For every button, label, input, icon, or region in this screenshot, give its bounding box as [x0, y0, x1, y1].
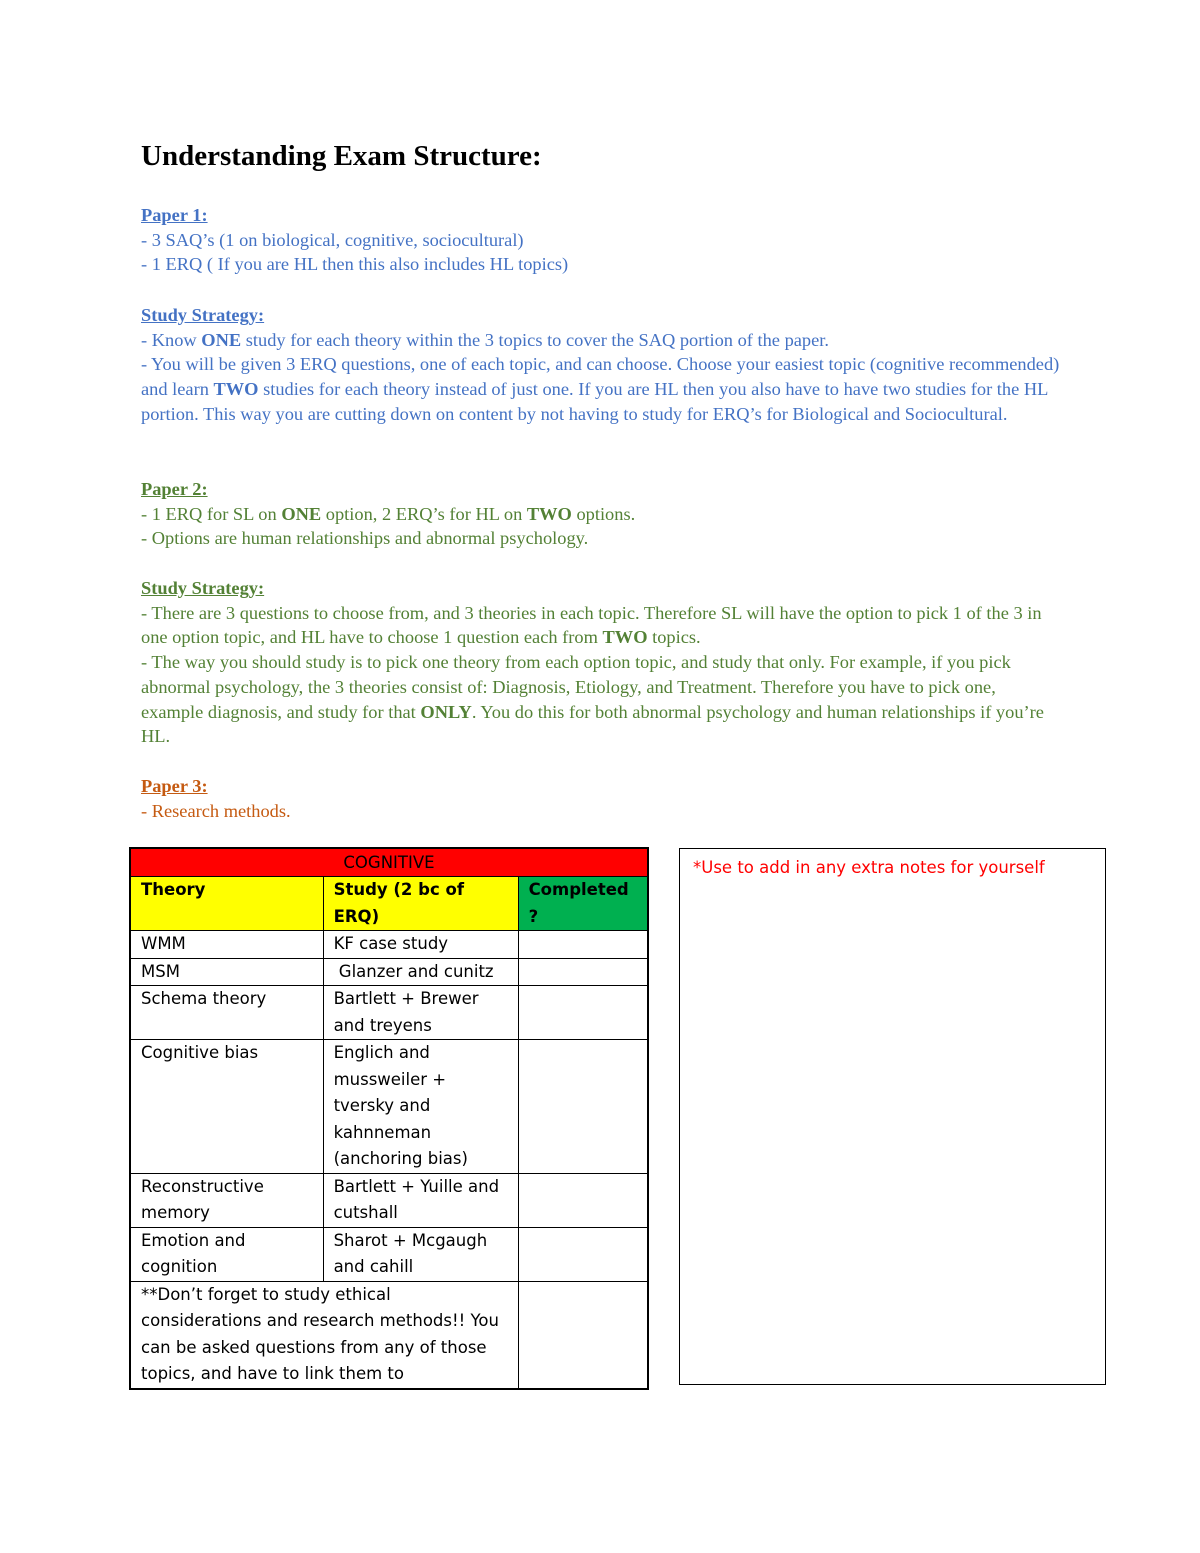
study-cell: Englich and mussweiler + tversky and kahnneman (anchoring bias) — [323, 1040, 518, 1174]
table-row — [130, 1040, 648, 1174]
table-row — [130, 1173, 648, 1227]
table-footnote: **Don’t forget to study ethical considerations and research methods!! You can be asked questions from any of those topics, and have to link them to — [130, 1281, 518, 1389]
page-title: Understanding Exam Structure: — [141, 140, 542, 172]
theory-cell: MSM — [130, 958, 323, 986]
table-footnote-row — [130, 1281, 648, 1389]
theory-cell: Reconstructive memory — [130, 1173, 323, 1227]
notes-box[interactable] — [679, 848, 1106, 1385]
paper3-heading: Paper 3: — [141, 776, 208, 796]
table-header-row — [130, 877, 648, 931]
table-row — [130, 986, 648, 1040]
theory-cell: Cognitive bias — [130, 1040, 323, 1174]
cognitive-table — [129, 847, 649, 1390]
table-row — [130, 931, 648, 959]
header-completed: Completed ? — [518, 877, 648, 931]
strategy1-heading: Study Strategy: — [141, 305, 265, 325]
study-cell: Glanzer and cunitz — [323, 958, 518, 986]
study-cell: Bartlett + Brewer and treyens — [323, 986, 518, 1040]
table-banner: COGNITIVE — [130, 848, 648, 877]
completed-cell[interactable] — [518, 958, 648, 986]
paper2-line: - Options are human relationships and abnormal psychology. — [141, 528, 589, 549]
strategy1-bullet: - You will be given 3 ERQ questions, one of each topic, and can choose. Choose your easiest topic (cognitive recommended) and learn TWO studies for each theory instead of just one. If you are HL then you also have to have two studies for the HL portion. This way you are cutting down on content by not having to study for ERQ’s for Biological and Sociocultural. — [141, 354, 1060, 424]
header-study: Study (2 bc of ERQ) — [323, 877, 518, 931]
theory-cell: Emotion and cognition — [130, 1227, 323, 1281]
paper2-section — [141, 477, 1061, 551]
completed-cell[interactable] — [518, 931, 648, 959]
theory-cell: Schema theory — [130, 986, 323, 1040]
paper1-section — [141, 203, 1061, 277]
strategy2-section — [141, 576, 1061, 749]
completed-cell[interactable] — [518, 1173, 648, 1227]
paper3-line: - Research methods. — [141, 800, 291, 821]
strategy2-heading: Study Strategy: — [141, 578, 265, 598]
strategy2-bullet: - There are 3 questions to choose from, and 3 theories in each topic. Therefore SL will have the option to pick 1 of the 3 in one option topic, and HL have to choose 1 question each from TWO topics. — [141, 602, 1042, 648]
header-theory: Theory — [130, 877, 323, 931]
completed-cell[interactable] — [518, 1227, 648, 1281]
study-cell: KF case study — [323, 931, 518, 959]
completed-cell[interactable] — [518, 986, 648, 1040]
paper1-line: - 1 ERQ ( If you are HL then this also includes HL topics) — [141, 254, 569, 275]
paper3-section — [141, 774, 1061, 823]
strategy2-bullet: - The way you should study is to pick one theory from each option topic, and study that only. For example, if you pick abnormal psychology, the 3 theories consist of: Diagnosis, Etiology, and Treatment. Therefore you have to pick one, example diagnosis, and study for that ONLY. You do this for both abnormal psychology and human relationships if you’re HL. — [141, 652, 1044, 747]
paper1-heading: Paper 1: — [141, 205, 208, 225]
table-banner-row — [130, 848, 648, 877]
table-row — [130, 958, 648, 986]
strategy1-bullet: - Know ONE study for each theory within the 3 topics to cover the SAQ portion of the paper. — [141, 329, 829, 350]
paper2-line: - 1 ERQ for SL on ONE option, 2 ERQ’s for HL on TWO options. — [141, 503, 636, 524]
study-cell: Bartlett + Yuille and cutshall — [323, 1173, 518, 1227]
completed-cell[interactable] — [518, 1040, 648, 1174]
paper2-heading: Paper 2: — [141, 479, 208, 499]
study-cell: Sharot + Mcgaugh and cahill — [323, 1227, 518, 1281]
notes-label: *Use to add in any extra notes for yourself — [693, 858, 1045, 877]
completed-cell[interactable] — [518, 1281, 648, 1389]
theory-cell: WMM — [130, 931, 323, 959]
strategy1-section — [141, 303, 1061, 427]
table-row — [130, 1227, 648, 1281]
paper1-line: - 3 SAQ’s (1 on biological, cognitive, sociocultural) — [141, 229, 524, 250]
